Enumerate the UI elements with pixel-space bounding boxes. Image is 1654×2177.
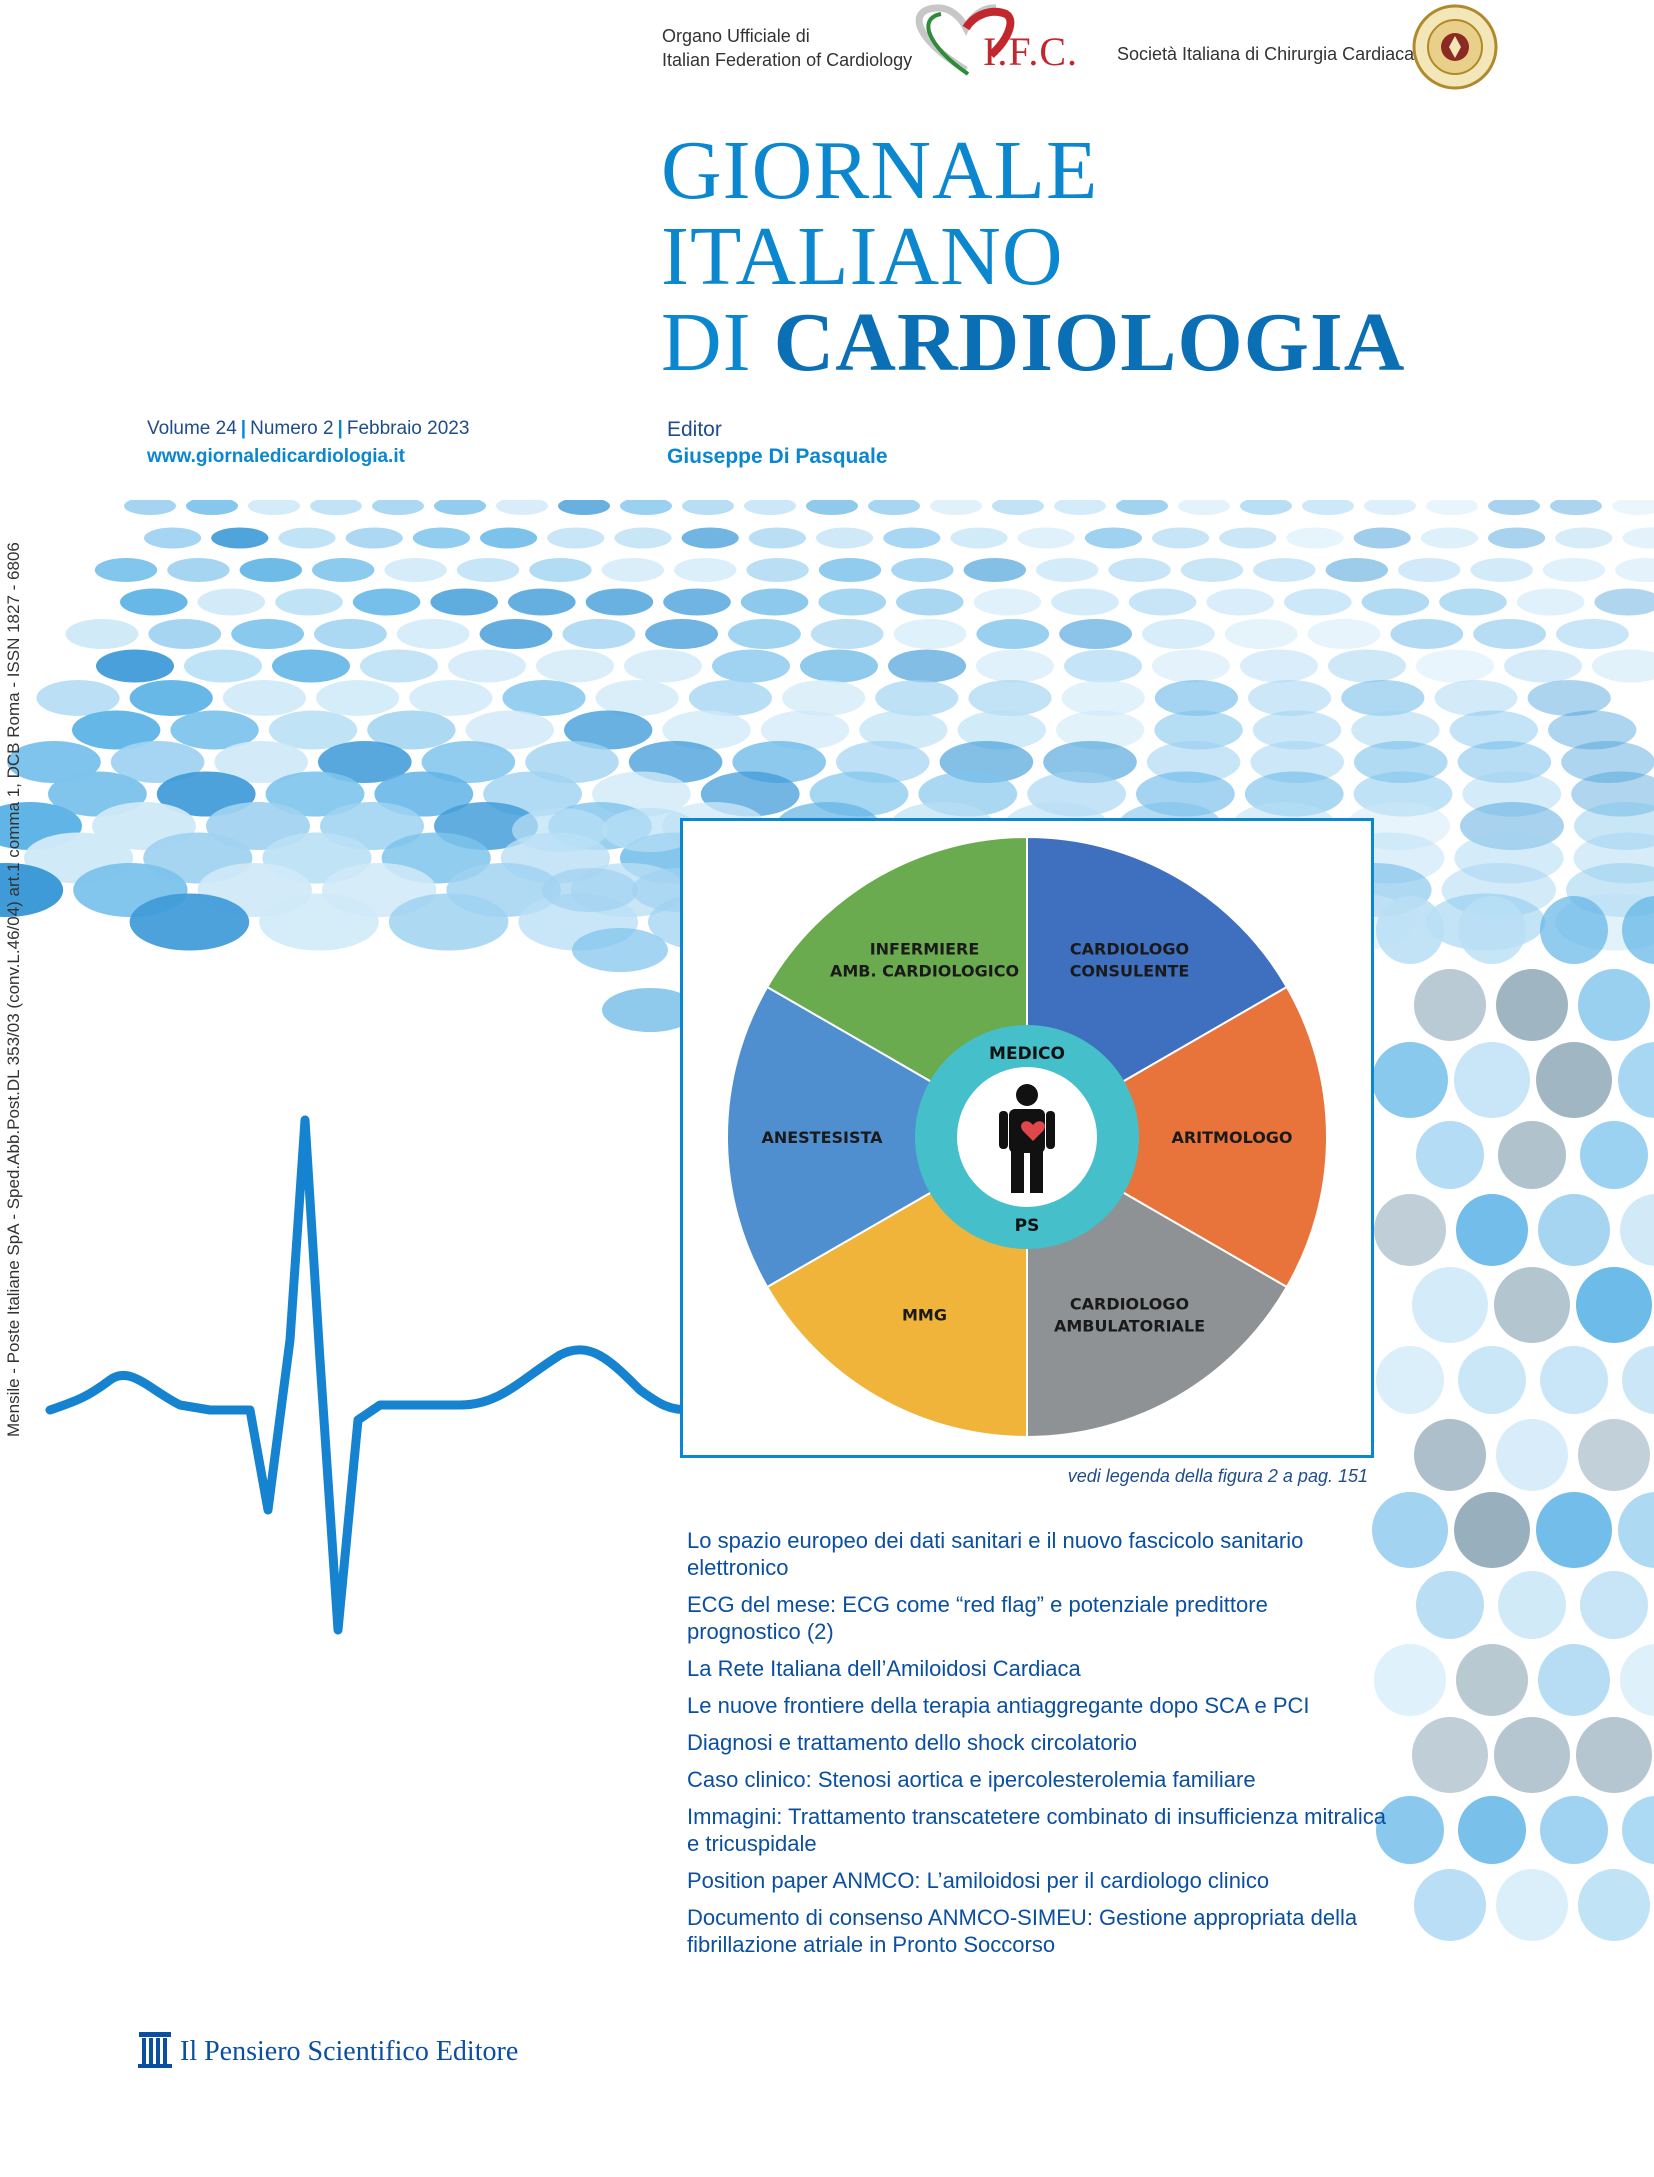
toc-item[interactable]: Diagnosi e trattamento dello shock circolatorio bbox=[687, 1730, 1138, 1755]
toc-item[interactable]: Le nuove frontiere della terapia antiaggregante dopo SCA e PCI bbox=[687, 1693, 1310, 1718]
publisher-name: Il Pensiero Scientifico Editore bbox=[180, 2036, 519, 2067]
issue-info: Volume 24 | Numero 2 | Febbraio 2023 bbox=[147, 418, 470, 439]
toc-item[interactable]: Lo spazio europeo dei dati sanitari e il nuovo fascicolo sanitario elettronico bbox=[687, 1528, 1304, 1580]
toc-item[interactable]: La Rete Italiana dell’Amiloidosi Cardiaca bbox=[687, 1656, 1081, 1681]
issue-date: Febbraio 2023 bbox=[346, 418, 470, 439]
journal-title-line-1: GIORNALE bbox=[661, 124, 1099, 217]
sicc-name: Società Italiana di Chirurgia Cardiaca bbox=[1117, 44, 1415, 64]
organ-line-1: Organo Ufficiale di bbox=[662, 26, 810, 46]
issue-volume: Volume 24 bbox=[147, 418, 237, 439]
wheel-segment-label: ANESTESISTA bbox=[761, 1128, 883, 1147]
title-di: DI bbox=[661, 296, 752, 389]
wheel-segment-label: CONSULENTE bbox=[1069, 961, 1190, 981]
official-organ-text bbox=[662, 24, 912, 72]
postal-side-text: Mensile - Poste Italiane SpA - Sped.Abb.Post.DL 353/03 (conv.L.46/04) art.1 comma 1, DCB Roma - ISSN 1827 - 6806 bbox=[4, 542, 23, 1437]
wheel-center-top-label: MEDICO bbox=[989, 1044, 1065, 1064]
toc-item[interactable]: Position paper ANMCO: L’amiloidosi per il cardiologo clinico bbox=[687, 1868, 1270, 1893]
table-of-contents bbox=[687, 1527, 1387, 1968]
wheel-segment-label: CARDIOLOGO bbox=[1069, 1294, 1190, 1314]
sicc-seal-icon bbox=[1412, 4, 1498, 90]
wheel-center-bottom-label: PS bbox=[1014, 1216, 1040, 1236]
journal-title-line-3 bbox=[661, 298, 1405, 388]
issue-number: Numero 2 bbox=[250, 418, 334, 439]
cover-figure bbox=[680, 818, 1374, 1458]
toc-item[interactable]: Caso clinico: Stenosi aortica e ipercolesterolemia familiare bbox=[687, 1767, 1256, 1792]
ifc-logo-text: I.F.C. bbox=[983, 29, 1079, 74]
figure-caption: vedi legenda della figura 2 a pag. 151 bbox=[1067, 1466, 1368, 1486]
wheel-segment-label: ARITMOLOGO bbox=[1171, 1128, 1293, 1147]
wheel-segment-label: INFERMIERE bbox=[869, 939, 980, 959]
wheel-segment-label: AMB. CARDIOLOGICO bbox=[829, 961, 1020, 981]
title-cardiologia: CARDIOLOGIA bbox=[773, 296, 1406, 389]
website-link[interactable]: www.giornaledicardiologia.it bbox=[147, 446, 405, 467]
toc-item[interactable]: ECG del mese: ECG come “red flag” e potenziale predittore prognostico (2) bbox=[687, 1592, 1268, 1644]
editor-label: Editor bbox=[667, 418, 722, 441]
wheel-segment-label: CARDIOLOGO bbox=[1069, 939, 1190, 959]
toc-item[interactable]: Immagini: Trattamento transcatetere combinato di insufficienza mitralica e tricuspidale bbox=[687, 1804, 1387, 1856]
wheel-segment-label: MMG bbox=[902, 1305, 947, 1325]
wheel-segment-label: AMBULATORIALE bbox=[1053, 1316, 1206, 1336]
publisher-column-icon bbox=[135, 2028, 175, 2070]
editor-name: Giuseppe Di Pasquale bbox=[667, 445, 888, 468]
organ-line-2: Italian Federation of Cardiology bbox=[662, 50, 913, 70]
care-team-wheel-diagram bbox=[683, 821, 1371, 1455]
toc-item[interactable]: Documento di consenso ANMCO-SIMEU: Gestione appropriata della fibrillazione atriale in Pronto Soccorso bbox=[687, 1905, 1358, 1957]
journal-title-line-2: ITALIANO bbox=[661, 210, 1064, 303]
